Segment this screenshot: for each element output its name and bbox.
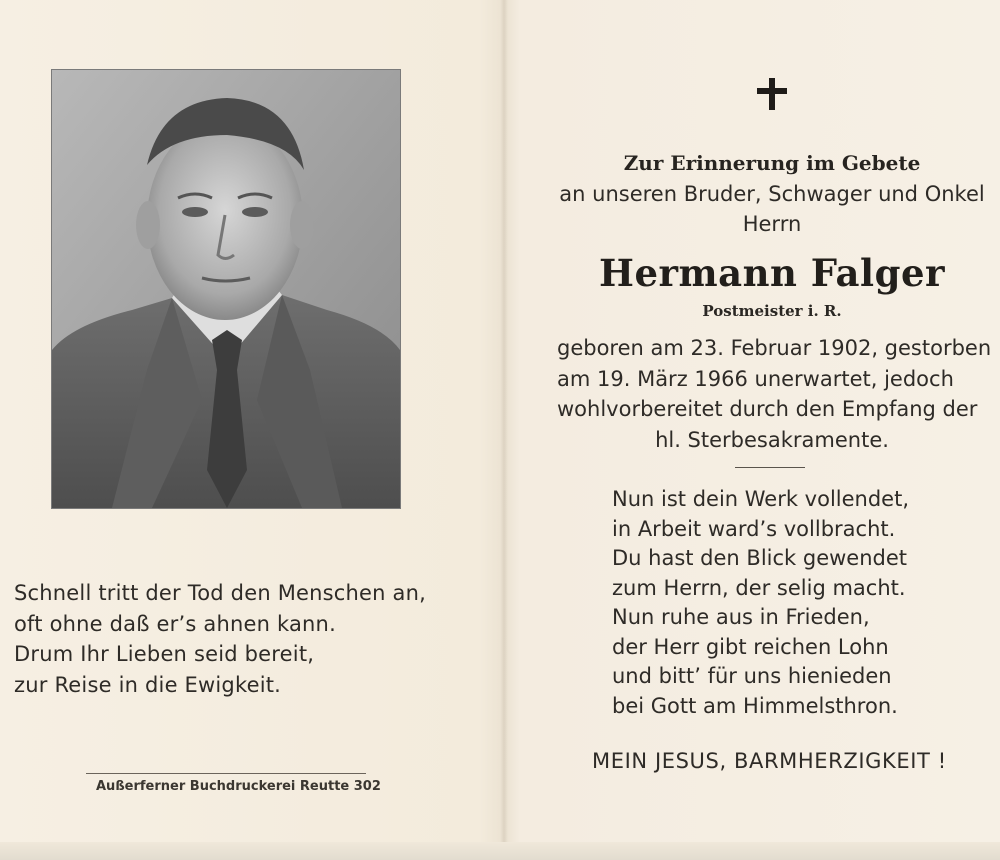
verse-line: zur Reise in die Ewigkeit. bbox=[14, 672, 282, 697]
portrait-photo bbox=[52, 70, 400, 508]
poem-line: Nun ist dein Werk vollendet, bbox=[612, 487, 910, 511]
deceased-name: Hermann Falger bbox=[599, 251, 945, 295]
bio-line: hl. Sterbesakramente. bbox=[655, 427, 889, 452]
poem-line: in Arbeit ward’s vollbracht. bbox=[612, 516, 896, 541]
printer-imprint: Außerferner Buchdruckerei Reutte 302 bbox=[96, 779, 381, 794]
poem-line: der Herr gibt reichen Lohn bbox=[612, 634, 889, 659]
left-verse bbox=[14, 578, 474, 700]
verse-line: Drum Ihr Lieben seid bereit, bbox=[14, 642, 315, 666]
bio-line: geboren am 23. Februar 1902, gestorben bbox=[557, 336, 992, 360]
poem-line: zum Herrn, der selig macht. bbox=[612, 575, 906, 600]
printer-rule bbox=[86, 773, 366, 774]
bio-line: wohlvorbereitet durch den Empfang der bbox=[557, 397, 978, 421]
intro-line: Herrn bbox=[742, 212, 802, 236]
intro-line: an unseren Bruder, Schwager und Onkel bbox=[559, 182, 985, 206]
bio-line: am 19. März 1966 unerwartet, jedoch bbox=[557, 366, 954, 391]
biography bbox=[557, 333, 992, 455]
verse-line: Schnell tritt der Tod den Menschen an, bbox=[14, 581, 427, 605]
closing-prayer: MEIN JESUS, BARMHERZIGKEIT ! bbox=[592, 749, 947, 773]
intro-heading: Zur Erinnerung im Gebete bbox=[623, 151, 921, 175]
portrait-illustration bbox=[52, 70, 400, 508]
poem-line: Nun ruhe aus in Frieden, bbox=[612, 605, 870, 629]
poem bbox=[612, 485, 942, 721]
divider bbox=[735, 467, 805, 468]
deceased-title: Postmeister i. R. bbox=[702, 302, 842, 320]
poem-line: bei Gott am Himmelsthron. bbox=[612, 693, 898, 718]
card-bottom-edge bbox=[0, 842, 1000, 860]
poem-line: und bitt’ für uns hienieden bbox=[612, 664, 892, 688]
cross-icon bbox=[757, 78, 787, 110]
poem-line: Du hast den Blick gewendet bbox=[612, 546, 908, 570]
card-fold bbox=[500, 0, 508, 860]
verse-line: oft ohne daß er’s ahnen kann. bbox=[14, 611, 336, 636]
